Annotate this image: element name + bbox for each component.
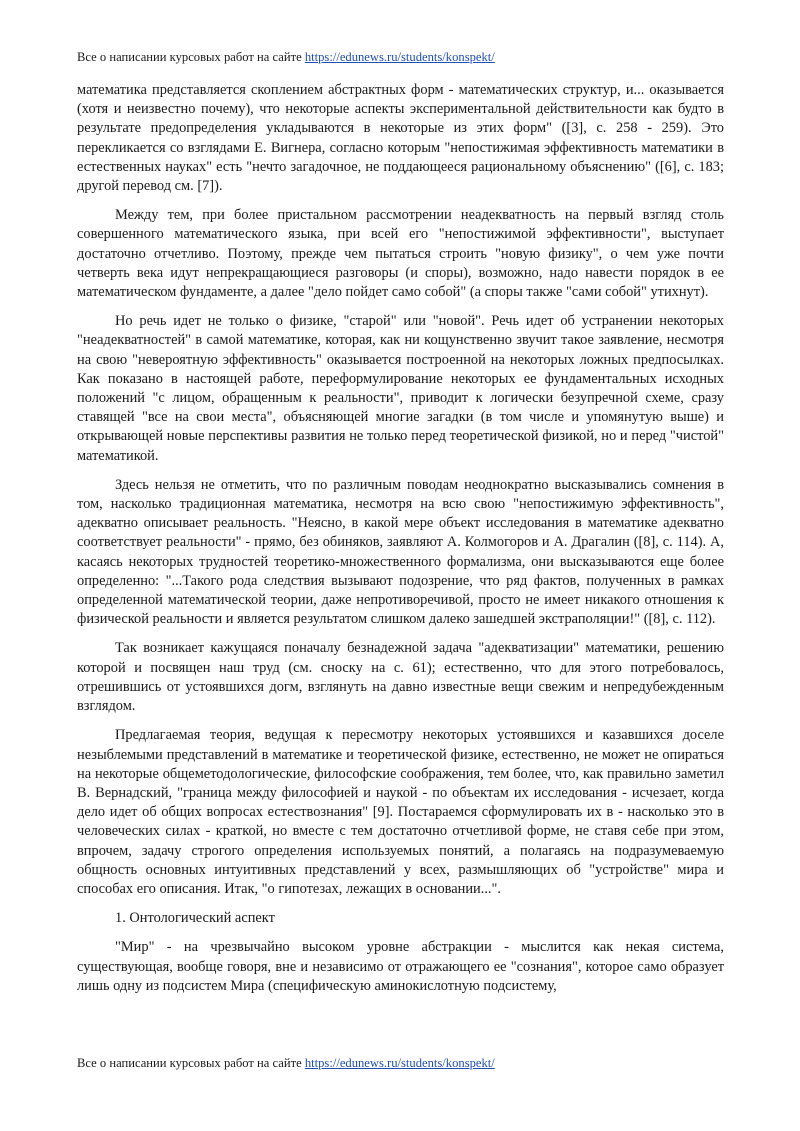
paragraph-2: Между тем, при более пристальном рассмотрении неадекватность на первый взгляд столь совершенного математического языка, при всей его "непостижимой эффективности", выступает достаточно отчетливо. Поэтому, прежде чем пытаться строить "новую физику", о чем уже почти четверть века идут непрекращающиеся разговоры (и споры), возможно, надо навести порядок в ее математическом фундаменте, а далее "дело пойдет само собой" (а споры также "сами собой" утихнут).	[77, 207, 724, 301]
page-footer	[77, 1055, 495, 1071]
header-link[interactable]: https://edunews.ru/students/konspekt/	[304, 50, 495, 64]
header-text: Все о написании курсовых работ на сайте	[77, 50, 305, 64]
section-heading: 1. Онтологический аспект	[115, 910, 275, 927]
paragraph-7: "Мир" - на чрезвычайно высоком уровне абстракции - мыслится как некая система, существующая, вообще говоря, вне и независимо от отражающего ее "сознания", которое само образует лишь одну из подсистем Мира (специфическую аминокислотную подсистему,	[77, 939, 724, 994]
document-body	[77, 81, 724, 1006]
footer-link[interactable]: https://edunews.ru/students/konspekt/	[304, 1056, 495, 1070]
paragraph-4: Здесь нельзя не отметить, что по различным поводам неоднократно высказывались сомнения в том, насколько традиционная математика, несмотря на всю свою "непостижимую эффективность", адекватно описывает реальность. "Неясно, в какой мере объект исследования в математике адекватно соответствует реальности" - прямо, без обиняков, заявляют А. Колмогоров и А. Драгалин ([8], с. 114). А, касаясь некоторых трудностей теоретико-множественного формализма, они высказываются еще более определенно: "...Такого рода следствия вызывают подозрение, что ряд фактов, полученных в рамках определенной математической теории, даже непротиворечивой, просто не имеет никакого отношения к физической реальности и является результатом слишком далеко зашедшей экстраполяции!" ([8], с. 112).	[77, 476, 724, 628]
paragraph-1: математика представляется скоплением абстрактных форм - математических структур, и... оказывается (хотя и неизвестно почему), что некоторые аспекты экспериментальной действительности как будто в результате предопределения укладываются в некоторые из этих форм" ([3], с. 258 - 259). Это перекликается со взглядами Е. Вигнера, согласно которым "непостижимая эффективность математики в естественных науках" есть "нечто загадочное, не поддающееся рациональному объяснению" ([6], с. 183; другой перевод см. [7]).	[77, 82, 724, 195]
paragraph-3: Но речь идет не только о физике, "старой" или "новой". Речь идет об устранении некоторых "неадекватностей" в самой математике, которая, как ни кощунственно звучит такое заявление, несмотря на свою "невероятную эффективность" оказывается построенной на некоторых ложных предпосылках. Как показано в настоящей работе, переформулирование некоторых ее фундаментальных исходных положений "с лицом, обращенным к реальности", приводит к логически безупречной схеме, сразу ставящей "все на свои места", объясняющей многие загадки (в том числе и упомянутую выше) и открывающей новые перспективы развития не только перед теоретической физикой, но и перед "чистой" математикой.	[77, 313, 724, 464]
paragraph-6: Предлагаемая теория, ведущая к пересмотру некоторых устоявшихся и казавшихся доселе незыблемыми представлений в математике и теоретической физике, естественно, не может не опираться на некоторые общеметодологические, философские соображения, тем более, что, как правильно заметил В. Вернадский, "граница между философией и наукой - по объектам их исследования - исчезает, когда дело идет об общих вопросах естествознания" [9]. Постараемся сформулировать их в - насколько это в человеческих силах - краткой, но вместе с тем достаточно отчетливой форме, не ставя себе при этом, впрочем, задачу строгого определения используемых понятий, а полагаясь на подразумеваемую общность основных интуитивных представлений у всех, размышляющих об "устройстве" мира и способах его описания. Итак, "о гипотезах, лежащих в основании...".	[77, 727, 724, 897]
paragraph-5: Так возникает кажущаяся поначалу безнадежной задача "адекватизации" математики, решению которой и посвящен наш труд (см. сноску на с. 61); естественно, что для этого потребовалось, отрешившись от устоявшихся догм, взглянуть на давно известные вещи свежим и непредубежденным взглядом.	[77, 640, 724, 715]
footer-text: Все о написании курсовых работ на сайте	[77, 1056, 305, 1070]
page-header	[77, 49, 495, 65]
